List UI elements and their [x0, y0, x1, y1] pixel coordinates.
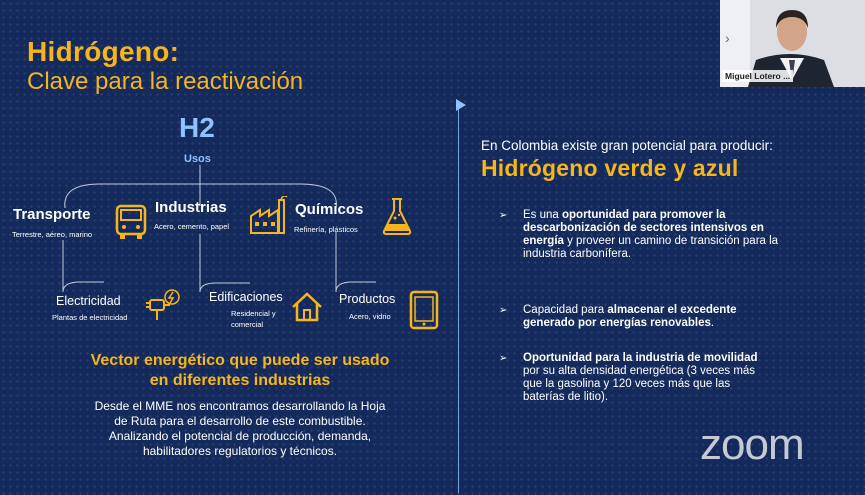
participant-video-tile[interactable]	[720, 0, 865, 87]
body-line-2: de Ruta para el desarrollo de este combustible.	[114, 414, 366, 428]
slide-subtitle: Clave para la reactivación	[27, 68, 304, 95]
body-line-3: Analizando el potencial de producción, demanda,	[108, 429, 372, 443]
node-industrias-label: Industrias	[155, 199, 227, 216]
bullet-arrow-icon: ➢	[499, 353, 508, 364]
vector-title-line2: en diferentes industrias	[149, 372, 331, 389]
bullet-3-text: Oportunidad para la industria de movilidad por su alta densidad energética (3 veces más que la gasolina y 120 veces más que las baterías de litio).	[523, 352, 758, 403]
bullet-arrow-icon: ➢	[499, 210, 508, 221]
bus-icon	[114, 204, 148, 240]
participant-name: Miguel Lotero ...	[722, 70, 793, 82]
zoom-logo: zoom	[700, 420, 804, 469]
node-electricidad-sub: Plantas de electricidad	[52, 313, 128, 322]
node-edificaciones-sub-2: comercial	[231, 320, 264, 329]
body-line-4: habilitadores regulatorios y técnicos.	[142, 444, 338, 458]
flask-icon	[381, 196, 413, 236]
house-icon	[290, 290, 324, 324]
plug-icon	[146, 288, 182, 324]
diagram-root-h2: H2	[179, 112, 215, 143]
node-quimicos-label: Químicos	[295, 201, 364, 218]
expand-arrow-icon[interactable]: ›	[725, 30, 730, 46]
slide-title: Hidrógeno:	[27, 36, 180, 67]
factory-icon	[248, 196, 288, 236]
node-quimicos-sub: Refinería, plásticos	[294, 225, 358, 234]
node-edificaciones-label: Edificaciones	[209, 290, 283, 304]
node-transporte-label: Transporte	[13, 206, 91, 223]
body-line-1: Desde el MME nos encontramos desarrollando la Hoja	[94, 399, 386, 413]
bullet-arrow-icon: ➢	[499, 305, 508, 316]
diagram-uses-label: Usos	[184, 153, 211, 165]
node-productos-label: Productos	[339, 292, 396, 306]
node-industrias-sub: Acero, cemento, papel	[154, 222, 230, 231]
bullet-2-text: Capacidad para almacenar el excedente generado por energías renovables.	[523, 304, 737, 329]
divider-arrow-icon	[454, 98, 468, 112]
right-heading: Hidrógeno verde y azul	[481, 155, 739, 181]
node-electricidad-label: Electricidad	[56, 294, 121, 308]
node-productos-sub: Acero, vidrio	[349, 312, 391, 321]
vector-title-line1: Vector energético que puede ser usado	[90, 352, 390, 369]
node-edificaciones-sub-1: Residencial y	[231, 309, 276, 318]
tablet-icon	[408, 290, 440, 330]
slide-divider	[458, 108, 459, 493]
right-intro: En Colombia existe gran potencial para producir:	[481, 138, 773, 153]
node-transporte-sub: Terrestre, aéreo, marino	[12, 230, 93, 239]
bullet-1-text: Es una oportunidad para promover la descarbonización de sectores intensivos en energía y proveer un camino de transición para la industria carbonífera.	[523, 209, 779, 260]
